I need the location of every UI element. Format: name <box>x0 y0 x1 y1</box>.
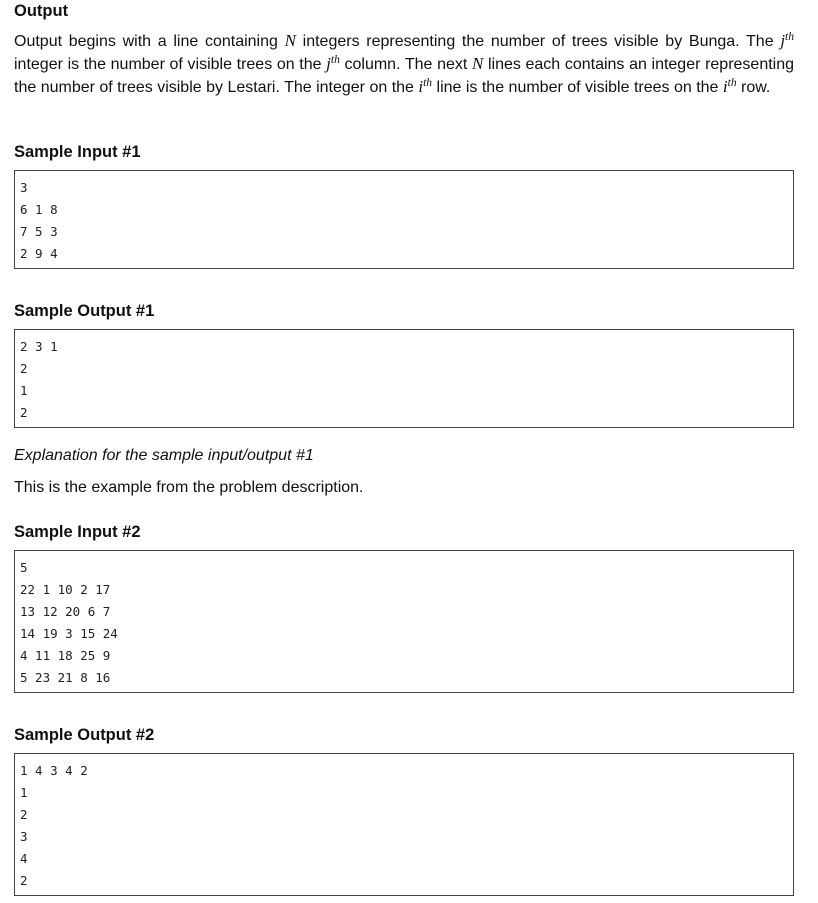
code-line: 22 1 10 2 17 <box>20 582 111 597</box>
code-line: 2 3 1 <box>20 339 58 354</box>
code-line: 3 <box>20 829 28 844</box>
math-var-i: i <box>418 77 424 96</box>
math-var-n: N <box>284 31 296 50</box>
math-var-j: j <box>326 54 331 73</box>
output-text-part: column. The next <box>339 56 472 73</box>
math-superscript-th: th <box>727 77 737 89</box>
math-superscript-th: th <box>785 31 794 43</box>
sample-input-2-box <box>14 550 794 693</box>
sample-input-1-heading: Sample Input #1 <box>14 143 141 161</box>
output-text-part: integer is the number of visible trees on the <box>14 56 327 73</box>
math-superscript-th: th <box>330 54 340 66</box>
code-line: 2 <box>20 807 28 822</box>
sample-input-1-box <box>14 170 794 269</box>
code-line: 1 4 3 4 2 <box>20 763 88 778</box>
code-line: 13 12 20 6 7 <box>20 604 111 619</box>
code-line: 14 19 3 15 24 <box>20 626 118 641</box>
math-var-j: j <box>780 31 786 50</box>
code-line: 5 23 21 8 16 <box>20 670 111 685</box>
explanation-1-text: This is the example from the problem description. <box>14 479 364 496</box>
math-superscript-th: th <box>423 77 433 89</box>
code-line: 4 11 18 25 9 <box>20 648 111 663</box>
code-line: 5 <box>20 560 28 575</box>
code-line: 2 <box>20 405 28 420</box>
code-line: 7 5 3 <box>20 224 58 239</box>
code-line: 2 <box>20 873 28 888</box>
sample-output-1-box <box>14 329 794 428</box>
sample-input-2-heading: Sample Input #2 <box>14 523 141 541</box>
output-heading: Output <box>14 2 69 20</box>
code-line: 2 9 4 <box>20 246 58 261</box>
explanation-1-heading: Explanation for the sample input/output #1 <box>14 447 314 464</box>
output-text-part: lines each contains an integer representing the number of trees visible by Lestari. The integer on the <box>14 56 795 96</box>
math-var-n: N <box>471 54 484 73</box>
output-text-part: Output begins with a line containing <box>14 33 285 50</box>
math-var-i: i <box>722 77 728 96</box>
output-text-part: row. <box>736 79 771 96</box>
output-description <box>14 30 794 99</box>
code-line: 1 <box>20 383 28 398</box>
sample-output-2-heading: Sample Output #2 <box>14 726 155 744</box>
output-text-part: integers representing the number of trees visible by Bunga. The <box>295 33 781 50</box>
code-line: 6 1 8 <box>20 202 58 217</box>
sample-output-2-box <box>14 753 794 896</box>
sample-output-1-heading: Sample Output #1 <box>14 302 155 320</box>
output-text-part: line is the number of visible trees on the <box>432 79 723 96</box>
code-line: 3 <box>20 180 28 195</box>
code-line: 1 <box>20 785 28 800</box>
code-line: 2 <box>20 361 28 376</box>
code-line: 4 <box>20 851 28 866</box>
